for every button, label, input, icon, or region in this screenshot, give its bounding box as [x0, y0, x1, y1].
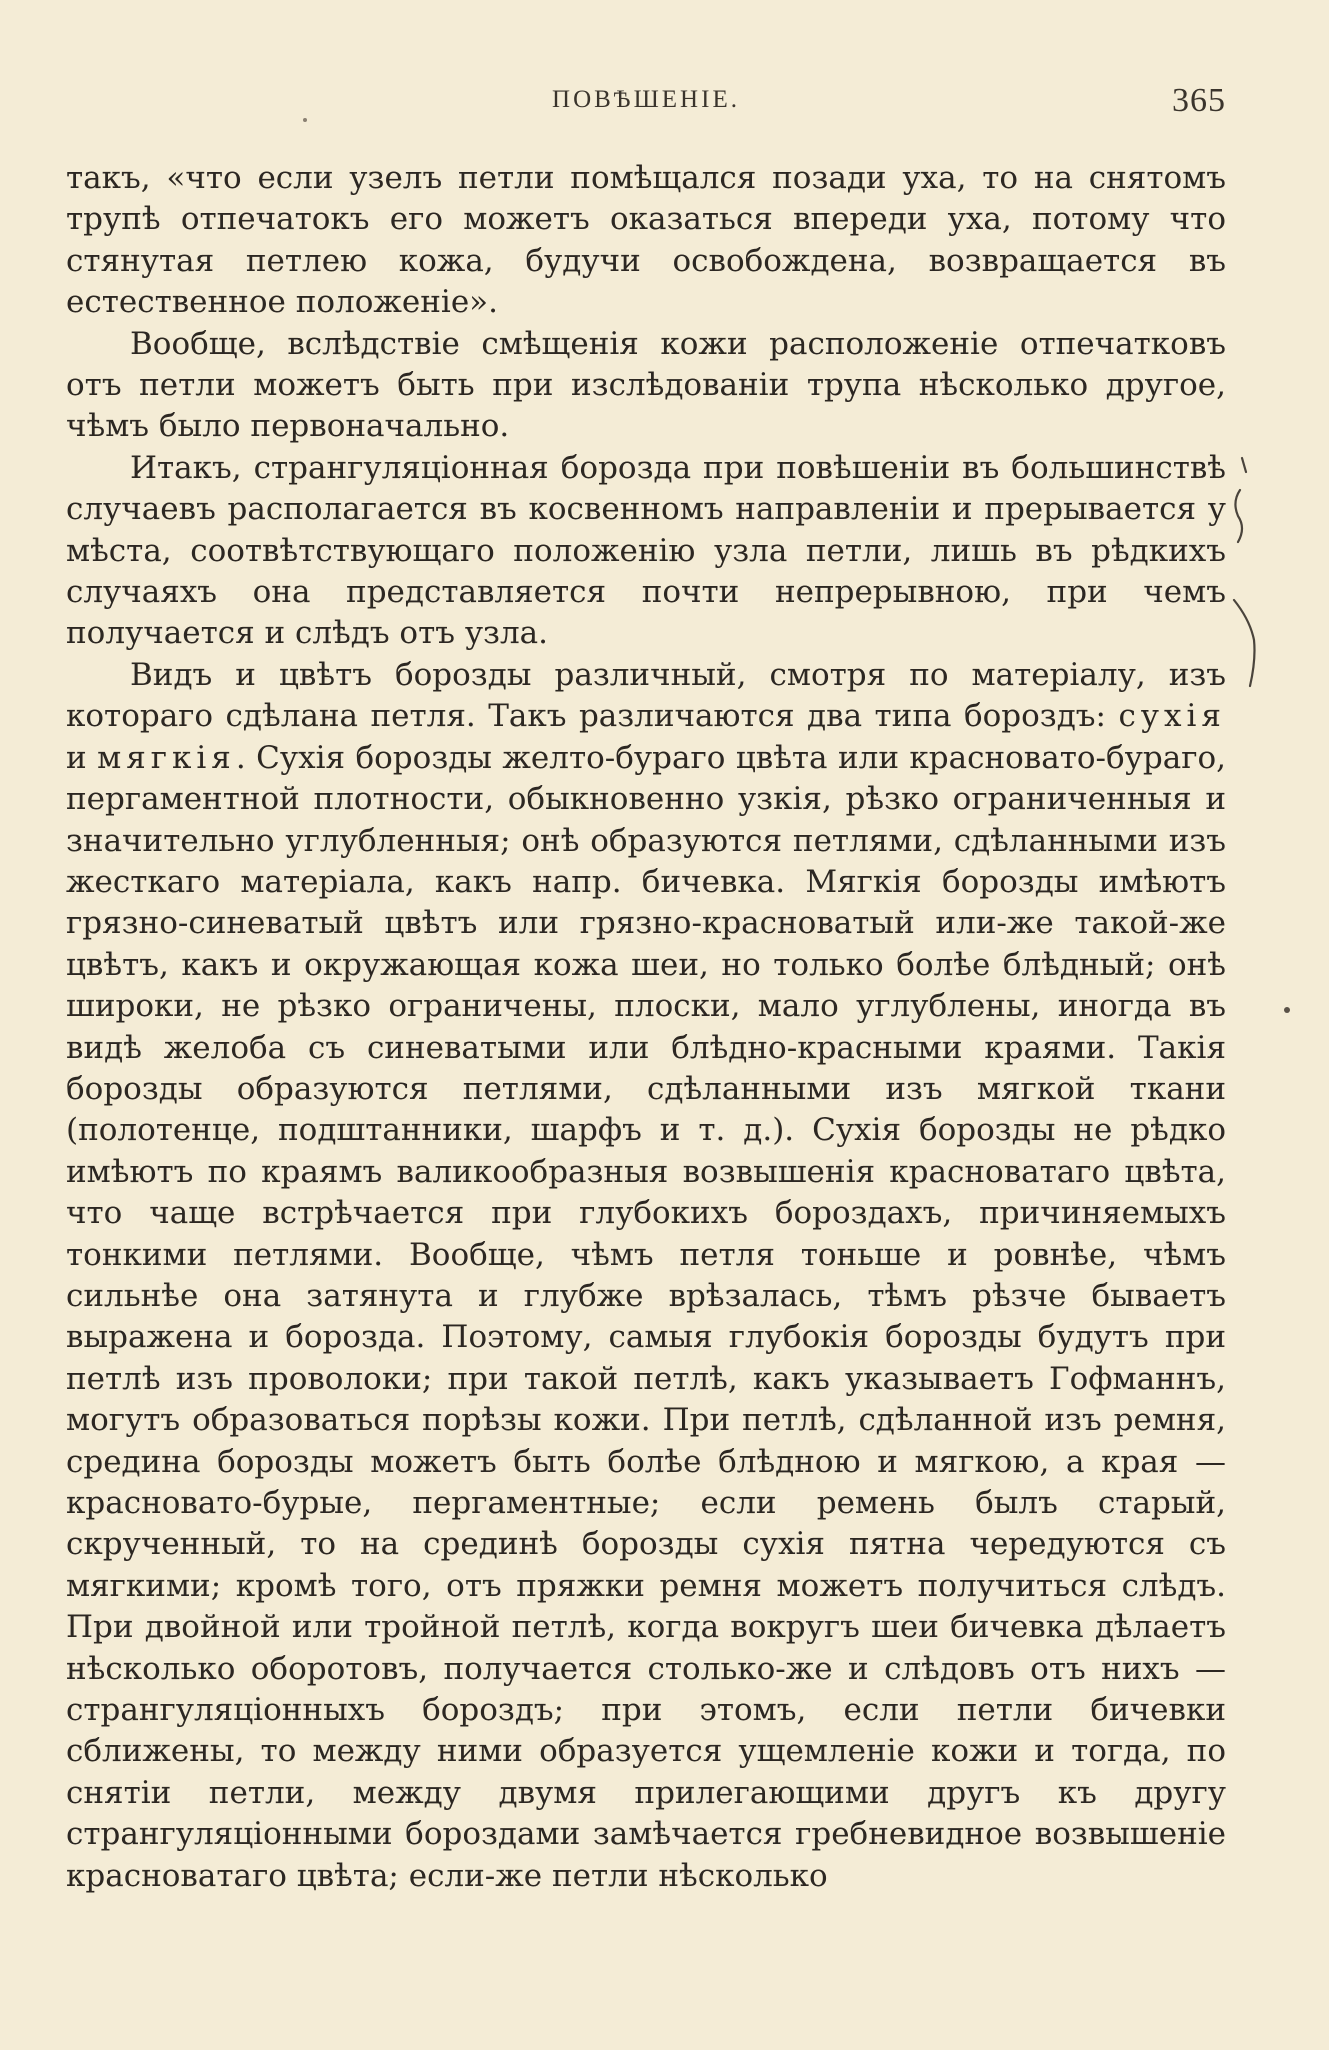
paragraph-1: такъ, «что если узелъ петли помѣщался позади уха, то на снятомъ трупѣ отпечатокъ его можетъ оказаться впереди уха, потому что стянутая петлею кожа, будучи освобождена, возвращается въ естественное положеніе». — [66, 160, 1226, 321]
running-head — [66, 82, 1226, 122]
body-text — [66, 158, 1226, 1897]
paragraph-2: Вообще, вслѣдствіе смѣщенія кожи расположеніе отпечатковъ отъ петли можетъ быть при изслѣдованіи трупа нѣсколько другое, чѣмъ было первоначально. — [66, 325, 1226, 445]
running-title: ПОВѢШЕНІЕ. — [552, 86, 740, 113]
paragraph-4 — [66, 655, 1226, 1897]
paragraph-4-part-b: и — [66, 739, 98, 776]
pencil-bracket-mark — [1228, 450, 1268, 690]
term-soft: мягкія — [97, 739, 236, 776]
term-dry: сухія — [1118, 698, 1226, 735]
paragraph-3: Итакъ, странгуляціонная борозда при повѣшеніи въ большинствѣ случаевъ располагается въ косвенномъ направленіи и прерывается у мѣста, соотвѣтствующаго положенію узла петли, лишь въ рѣдкихъ случаяхъ она представляется почти непрерывною, при чемъ получается и слѣдъ отъ узла. — [66, 449, 1226, 652]
page-number: 365 — [1172, 82, 1226, 119]
ink-speck — [303, 118, 307, 122]
paragraph-4-part-c: . Сухія борозды желто-бураго цвѣта или красновато-бураго, пергаментной плотности, обыкновенно узкія, рѣзко ограниченныя и значительно углубленныя; онѣ образуются петлями, сдѣланными изъ жесткаго матеріала, какъ напр. бичевка. Мягкія борозды имѣютъ грязно-синеватый цвѣтъ или грязно-красноватый или-же такой-же цвѣтъ, какъ и окружающая кожа шеи, но только болѣе блѣдный; онѣ широки, не рѣзко ограничены, плоски, мало углублены, иногда въ видѣ желоба съ синеватыми или блѣдно-красными краями. Такія борозды образуются петлями, сдѣланными изъ мягкой ткани (полотенце, подштанники, шарфъ и т. д.). Сухія борозды не рѣдко имѣютъ по краямъ валикообразныя возвышенія красноватаго цвѣта, что чаще встрѣчается при глубокихъ бороздахъ, причиняемыхъ тонкими петлями. Вообще, чѣмъ петля тоньше и ровнѣе, чѣмъ сильнѣе она затянута и глубже врѣзалась, тѣмъ рѣзче бываетъ выражена и борозда. Поэтому, самыя глубокія борозды будутъ при петлѣ изъ проволоки; при такой петлѣ, какъ указываетъ Гофманнъ, могутъ образоваться порѣзы кожи. При петлѣ, сдѣланной изъ ремня, средина борозды можетъ быть болѣе блѣдною и мягкою, а края — красновато-бурые, пергаментные; если ремень былъ старый, скрученный, то на срединѣ борозды сухія пятна чередуются съ мягкими; кромѣ того, отъ пряжки ремня можетъ получиться слѣдъ. При двойной или тройной петлѣ, когда вокругъ шеи бичевка дѣлаетъ нѣсколько оборотовъ, получается столько-же и слѣдовъ отъ нихъ — странгуляціонныхъ бороздъ; при этомъ, если петли бичевки сближены, то между ними образуется ущемленіе кожи и тогда, по снятіи петли, между двумя прилегающими другъ къ другу странгуляціонными бороздами замѣчается гребневидное возвышеніе красноватаго цвѣта; если-же петли нѣсколько — [66, 739, 1227, 1894]
paragraph-4-part-a: Видъ и цвѣтъ борозды различный, смотря по матеріалу, изъ котораго сдѣлана петля. Такъ различаются два типа бороздъ: — [66, 656, 1226, 735]
ink-speck — [1284, 1007, 1290, 1013]
